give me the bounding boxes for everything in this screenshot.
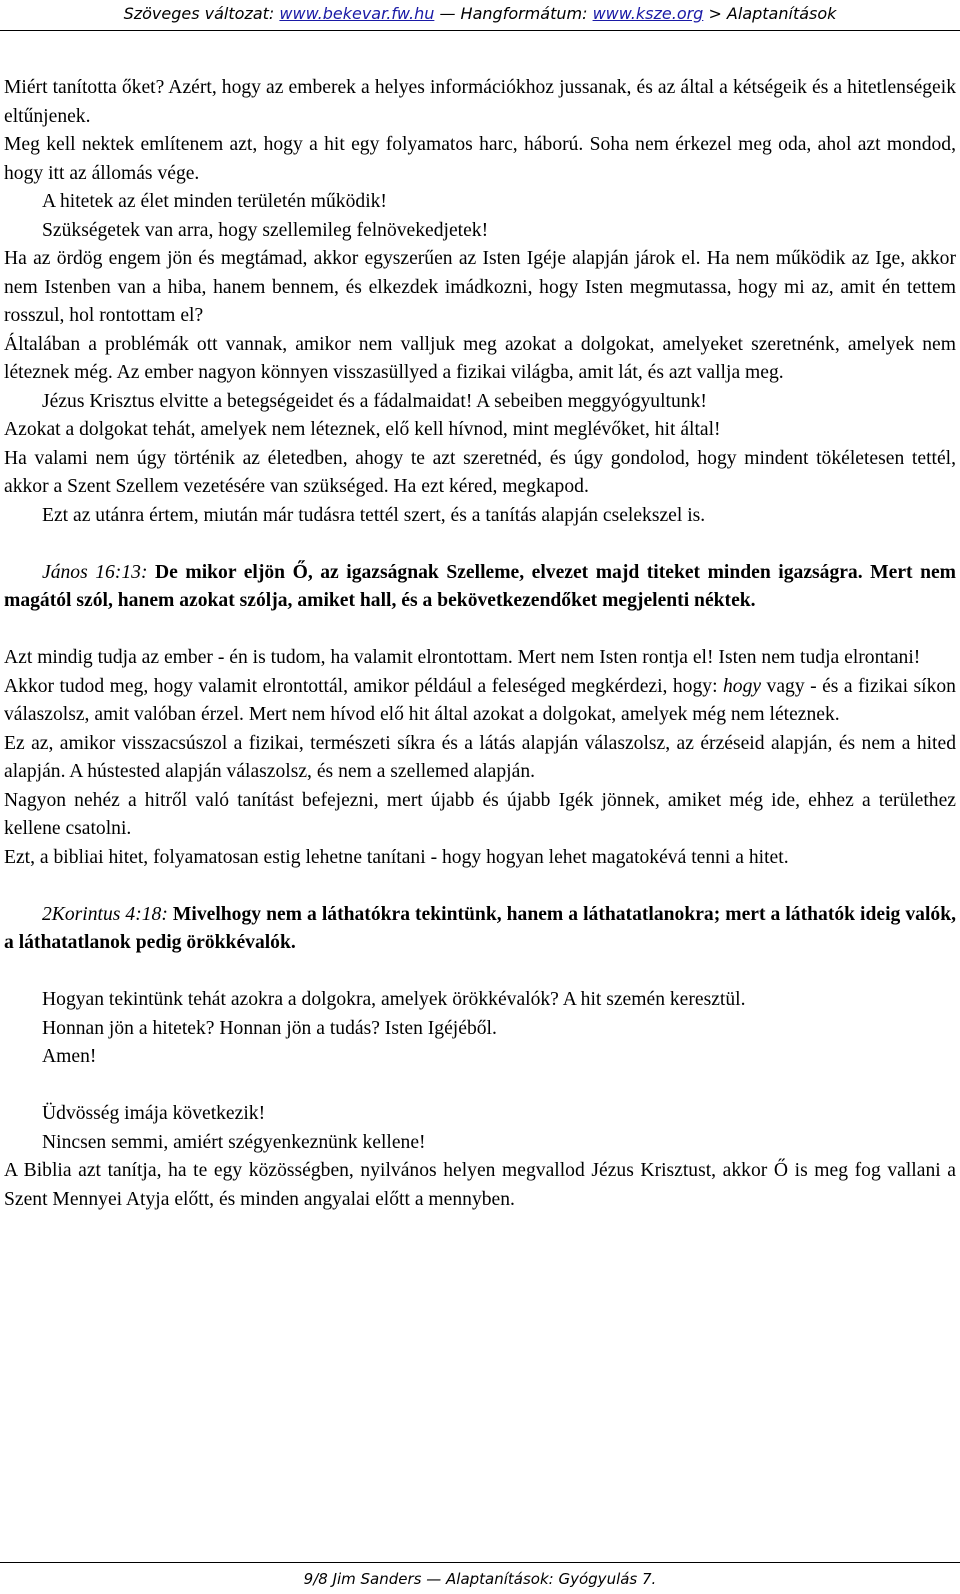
header-divider: [0, 30, 960, 31]
page-footer: 9/8 Jim Sanders — Alaptanítások: Gyógyulás 7.: [303, 1570, 657, 1588]
paragraph: A Biblia azt tanítja, ha te egy közösségben, nyilvános helyen megvallod Jézus Krisztust, akkor Ő is meg fog vallani a Szent Mennyei Atyja előtt, és minden angyalai előtt a mennyben.: [4, 1160, 956, 1210]
paragraph: Szükségetek van arra, hogy szellemileg felnövekedjetek!: [42, 219, 489, 241]
header-separator: —: [439, 4, 456, 23]
scripture-reference: János 16:13:: [42, 561, 148, 583]
paragraph-part: Akkor tudod meg, hogy valamit elrontottál, amikor például a feleséged megkérdezi, hogy:: [4, 675, 718, 697]
scripture-text: De mikor eljön Ő, az igazságnak Szelleme, elvezet majd titeket minden igazságra. Mert nem magától szól, hanem azokat szólja, amiket hall, és a bekövetkezendőket megjelenti néktek.: [4, 561, 956, 611]
header-audio-label: Hangformátum:: [460, 4, 588, 23]
paragraph: Általában a problémák ott vannak, amikor nem valljuk meg azokat a dolgokat, amelyeket szeretnénk, amelyek nem léteznek még. Az ember nagyon könnyen visszasüllyed a fizikai világba, amit lát, és azt vallja meg.: [4, 333, 956, 383]
scripture-quote-john: [4, 559, 956, 616]
header-breadcrumb: > Alaptanítások: [708, 4, 837, 23]
paragraph: Meg kell nektek említenem azt, hogy a hit egy folyamatos harc, háború. Soha nem érkezel meg oda, ahol azt mondod, hogy itt az állomás vége.: [4, 134, 956, 184]
page-header: [0, 0, 960, 28]
paragraph-part: vagy - és a fizikai síkon válaszolsz, amit valóban érzel. Mert nem hívod elő hit által azokat a dolgokat, amelyek még nem léteznek.: [4, 675, 956, 725]
scripture-reference: 2Korintus 4:18:: [42, 903, 168, 925]
footer-divider: [0, 1562, 960, 1563]
paragraph: Ez az, amikor visszacsúszol a fizikai, természeti síkra és a látás alapján válaszolsz, az érzéseid alapján, és nem a hited alapján. A hústested alapján válaszolsz, és nem a szellemed alapján.: [4, 732, 956, 782]
paragraph: Amen!: [42, 1046, 97, 1067]
spacer: [4, 1072, 956, 1101]
paragraph: Nagyon nehéz a hitről való tanítást befejezni, mert újabb és újabb Igék jönnek, amiket még ide, ehhez a területhez kellene csatolni.: [4, 789, 956, 839]
header-text-link[interactable]: www.bekevar.fw.hu: [279, 4, 435, 23]
paragraph: Ezt az utánra értem, miután már tudásra tettél szert, és a tanítás alapján cselekszel is.: [42, 504, 706, 526]
document-body: [4, 74, 956, 1214]
paragraph: Ha az ördög engem jön és megtámad, akkor egyszerűen az Isten Igéje alapján járok el. Ha nem működik az Ige, akkor nem Istenben van a hiba, hanem bennem, és elkezdek imádkozni, hogy Isten megmutassa, hogy mi az, amit én tettem rosszul, hol rontottam el?: [4, 248, 956, 326]
spacer: [4, 872, 956, 901]
emphasis: hogy: [722, 675, 762, 697]
paragraph: Nincsen semmi, amiért szégyenkeznünk kellene!: [42, 1131, 426, 1153]
scripture-text: Mivelhogy nem a láthatókra tekintünk, hanem a láthatatlanokra; mert a láthatók ideig valók, a láthatatlanok pedig örökkévalók.: [4, 903, 956, 953]
paragraph: Ezt, a bibliai hitet, folyamatosan estig lehetne tanítani - hogy hogyan lehet magatokévá tenni a hitet.: [4, 846, 789, 868]
paragraph: Honnan jön a hitetek? Honnan jön a tudás? Isten Igéjéből.: [42, 1017, 497, 1039]
paragraph: Azokat a dolgokat tehát, amelyek nem léteznek, elő kell hívnod, mint meglévőket, hit által!: [4, 419, 721, 440]
paragraph: [4, 673, 956, 730]
spacer: [4, 530, 956, 559]
paragraph: Jézus Krisztus elvitte a betegségeidet és a fádalmaidat! A sebeiben meggyógyultunk!: [42, 390, 707, 412]
header-audio-link[interactable]: www.ksze.org: [592, 4, 704, 23]
paragraph: Hogyan tekintünk tehát azokra a dolgokra, amelyek örökkévalók? A hit szemén keresztül.: [42, 989, 746, 1010]
header-text-label: Szöveges változat:: [123, 4, 275, 23]
paragraph: Ha valami nem úgy történik az életedben, ahogy te azt szeretnéd, és úgy gondolod, hogy mindent tökéletesen tettél, akkor a Szent Szellem vezetésére van szükséged. Ha ezt kéred, megkapod.: [4, 447, 956, 497]
paragraph: A hitetek az élet minden területén működik!: [42, 191, 387, 212]
spacer: [4, 958, 956, 987]
paragraph: Azt mindig tudja az ember - én is tudom, ha valamit elrontottam. Mert nem Isten rontja el! Isten nem tudja elrontani!: [4, 647, 921, 668]
spacer: [4, 616, 956, 645]
scripture-quote-corinthians: [4, 901, 956, 958]
paragraph: Üdvösség imája következik!: [42, 1103, 266, 1124]
paragraph: Miért tanította őket? Azért, hogy az emberek a helyes információkhoz jussanak, és az által a kétségeik és a hitetlenségeik eltűnjenek.: [4, 77, 956, 127]
